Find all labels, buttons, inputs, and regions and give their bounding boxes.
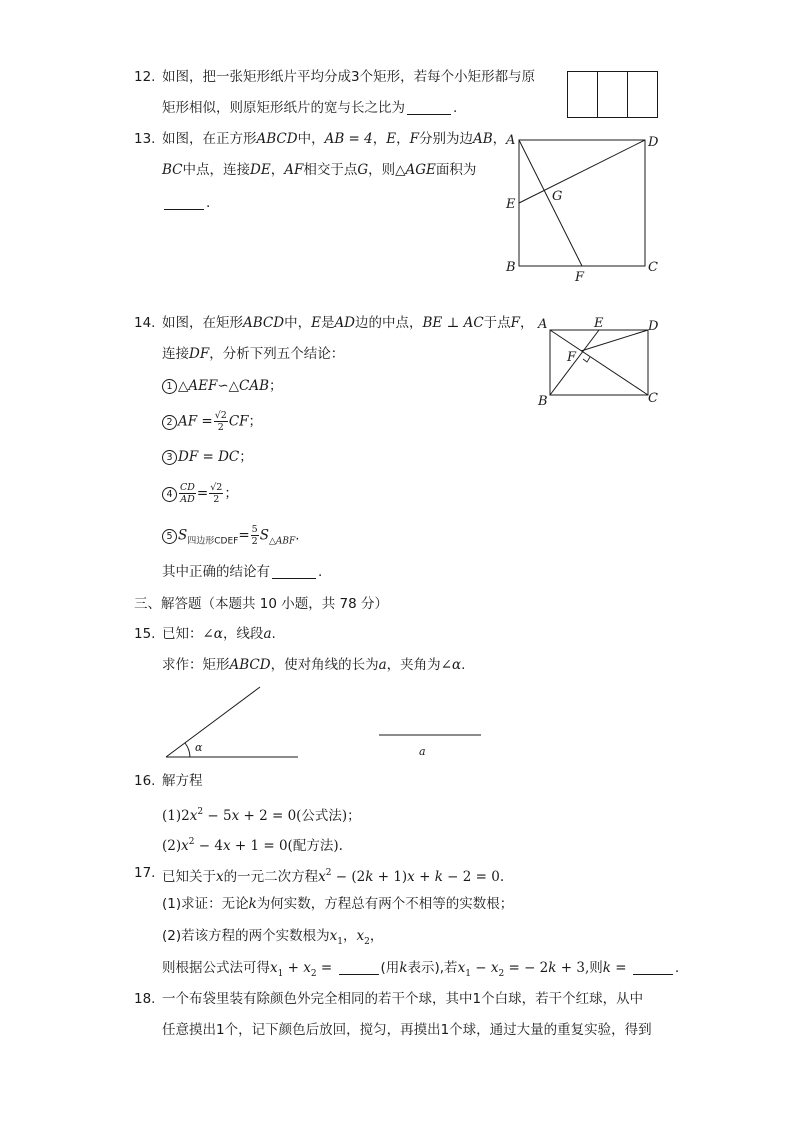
q14-conclusion-4: 4 $\frac{CD}{AD}$ = $\frac{√2}{2}$ ； xyxy=(162,482,238,505)
q15-segment-figure xyxy=(378,728,483,758)
label-a: a xyxy=(419,745,426,758)
q13-line-2: BC中点，连接DE，AF相交于点G，则△AGE面积为 xyxy=(162,162,477,178)
q14-line-1: 如图，在矩形ABCD中，E是AD边的中点，BE ⊥ AC于点F， xyxy=(162,315,534,331)
q16-part-2: $(2)x^2 - 4x + 1 = 0$(配方法). xyxy=(162,837,343,854)
q14-rectangle-figure xyxy=(535,314,665,409)
answer-blank[interactable] xyxy=(407,100,451,115)
label-alpha: α xyxy=(195,741,203,754)
label-E: E xyxy=(506,197,516,212)
question-number-18: 18. xyxy=(134,991,156,1007)
q14-conclusion-2: 2 AF = $\frac{√2}{2}$ CF； xyxy=(162,410,262,433)
label-B: B xyxy=(538,394,548,409)
q12-line-1: 如图，把一张矩形纸片平均分成3个矩形，若每个小矩形都与原 xyxy=(162,69,536,85)
q17-line-4: 则根据公式法可得$x_1 + x_2$ = (用k表示),若$x_1 - x_2$ = − 2k + 3,则k = . xyxy=(162,960,680,979)
q15-line-2: 求作：矩形ABCD，使对角线的长为a，夹角为∠α. xyxy=(162,657,466,673)
answer-blank[interactable] xyxy=(633,960,673,975)
q14-line-2: 连接DF，分析下列五个结论： xyxy=(162,346,345,362)
label-G: G xyxy=(552,189,563,204)
q18-line-1: 一个布袋里装有除颜色外完全相同的若干个球，其中1个白球，若干个红球，从中 xyxy=(162,991,644,1007)
answer-blank[interactable] xyxy=(164,195,204,210)
q17-line-1: 已知关于x的一元二次方程$x^2 - (2k + 1)x + k - 2 = 0$. xyxy=(162,868,505,885)
q13-square-figure xyxy=(500,130,670,285)
label-C: C xyxy=(648,391,658,406)
q12-rectangle-figure xyxy=(567,71,659,119)
question-number-12: 12. xyxy=(134,69,156,85)
label-B: B xyxy=(506,260,516,275)
section-3-heading: 三、解答题（本题共 10 小题，共 78 分） xyxy=(134,596,389,612)
q13-line-3: . xyxy=(162,193,210,213)
question-number-14: 14. xyxy=(134,315,156,331)
label-D: D xyxy=(648,319,659,334)
answer-blank[interactable] xyxy=(272,564,316,579)
label-F: F xyxy=(575,270,585,285)
q17-line-2: (1)求证：无论k为何实数，方程总有两个不相等的实数根； xyxy=(162,896,514,912)
answer-blank[interactable] xyxy=(339,960,379,975)
q16-title: 解方程 xyxy=(162,773,203,789)
question-number-13: 13. xyxy=(134,131,156,147)
q14-conclusion-3: 3 DF = DC； xyxy=(162,447,253,467)
q15-angle-figure xyxy=(160,684,305,764)
q13-line-1: 如图，在正方形ABCD中，AB = 4，E，F分别为边AB， xyxy=(162,131,507,147)
label-C: C xyxy=(648,260,658,275)
q14-conclusion-1: 1 △AEF∽△CAB； xyxy=(162,376,283,396)
label-E: E xyxy=(594,316,604,331)
q15-line-1: 已知：∠α，线段a. xyxy=(162,626,276,642)
question-number-15: 15. xyxy=(134,626,156,642)
label-D: D xyxy=(648,135,659,150)
q17-line-3: (2)若该方程的两个实数根为$x_1$，$x_2$， xyxy=(162,928,384,947)
question-number-16: 16. xyxy=(134,773,156,789)
q16-part-1: $(1)2x^2 - 5x + 2 = 0$(公式法)； xyxy=(162,807,361,824)
label-F: F xyxy=(567,350,577,365)
label-A: A xyxy=(506,133,516,148)
q14-conclusion-5: 5 $S_{四边形CDEF}=$ $\frac{5}{2}$ $S_{\triangle ABF}$. xyxy=(162,524,300,552)
question-number-17: 17. xyxy=(134,865,156,881)
q14-last-line: 其中正确的结论有 . xyxy=(162,564,323,580)
q12-line-2: 矩形相似，则原矩形纸片的宽与长之比为 . xyxy=(162,100,458,116)
label-A: A xyxy=(538,317,548,332)
q18-line-2: 任意摸出1个，记下颜色后放回，搅匀，再摸出1个球，通过大量的重复实验，得到 xyxy=(162,1022,652,1038)
